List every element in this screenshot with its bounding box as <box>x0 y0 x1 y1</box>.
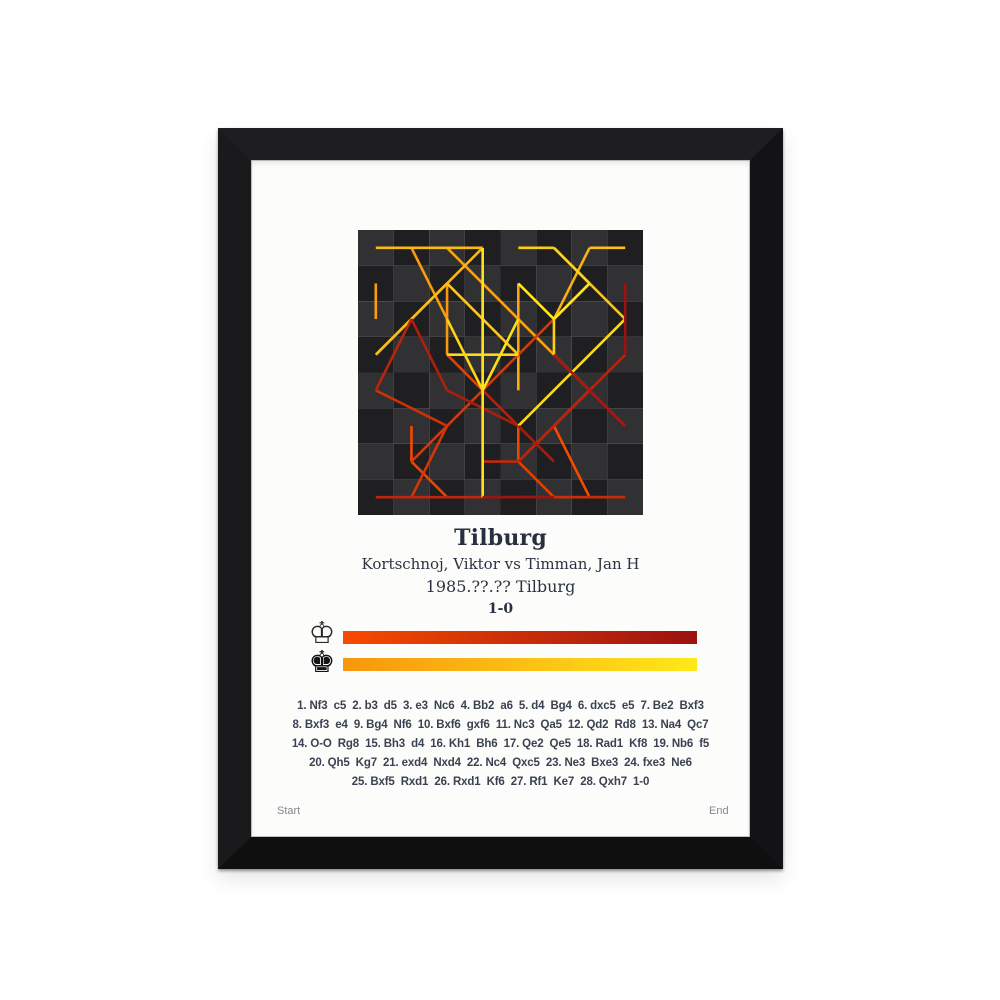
move-list <box>251 697 750 792</box>
move-list-line: 25. Bxf5 Rxd1 26. Rxd1 Kf6 27. Rf1 Ke7 28. Qxh7 1-0 <box>351 776 650 788</box>
black-moves-gradient-bar <box>343 658 697 671</box>
chess-poster <box>251 160 750 837</box>
event-date-line: 1985.??.?? Tilburg <box>425 577 576 596</box>
white-moves-gradient-bar <box>343 631 697 644</box>
poster-title: Tilburg <box>454 525 547 551</box>
black-king-icon: ♚ <box>308 645 336 680</box>
move-list-line: 8. Bxf3 e4 9. Bg4 Nf6 10. Bxf6 gxf6 11. Nc3 Qa5 12. Qd2 Rd8 13. Na4 Qc7 <box>292 719 709 731</box>
chess-move-map-visualization <box>358 230 643 515</box>
result-line: 1-0 <box>487 601 514 617</box>
players-line: Kortschnoj, Viktor vs Timman, Jan H <box>361 555 640 573</box>
picture-frame <box>218 128 783 869</box>
legend-start-label: Start <box>277 805 301 817</box>
move-list-line: 20. Qh5 Kg7 21. exd4 Nxd4 22. Nc4 Qxc5 23. Ne3 Bxe3 24. fxe3 Ne6 <box>309 757 692 769</box>
move-list-line: 14. O-O Rg8 15. Bh3 d4 16. Kh1 Bh6 17. Qe2 Qe5 18. Rad1 Kf8 19. Nb6 f5 <box>291 738 710 750</box>
white-king-icon: ♔ <box>308 616 336 651</box>
move-list-line: 1. Nf3 c5 2. b3 d5 3. e3 Nc6 4. Bb2 a6 5. d4 Bg4 6. dxc5 e5 7. Be2 Bxf3 <box>297 700 704 712</box>
legend-end-label: End <box>709 805 729 817</box>
